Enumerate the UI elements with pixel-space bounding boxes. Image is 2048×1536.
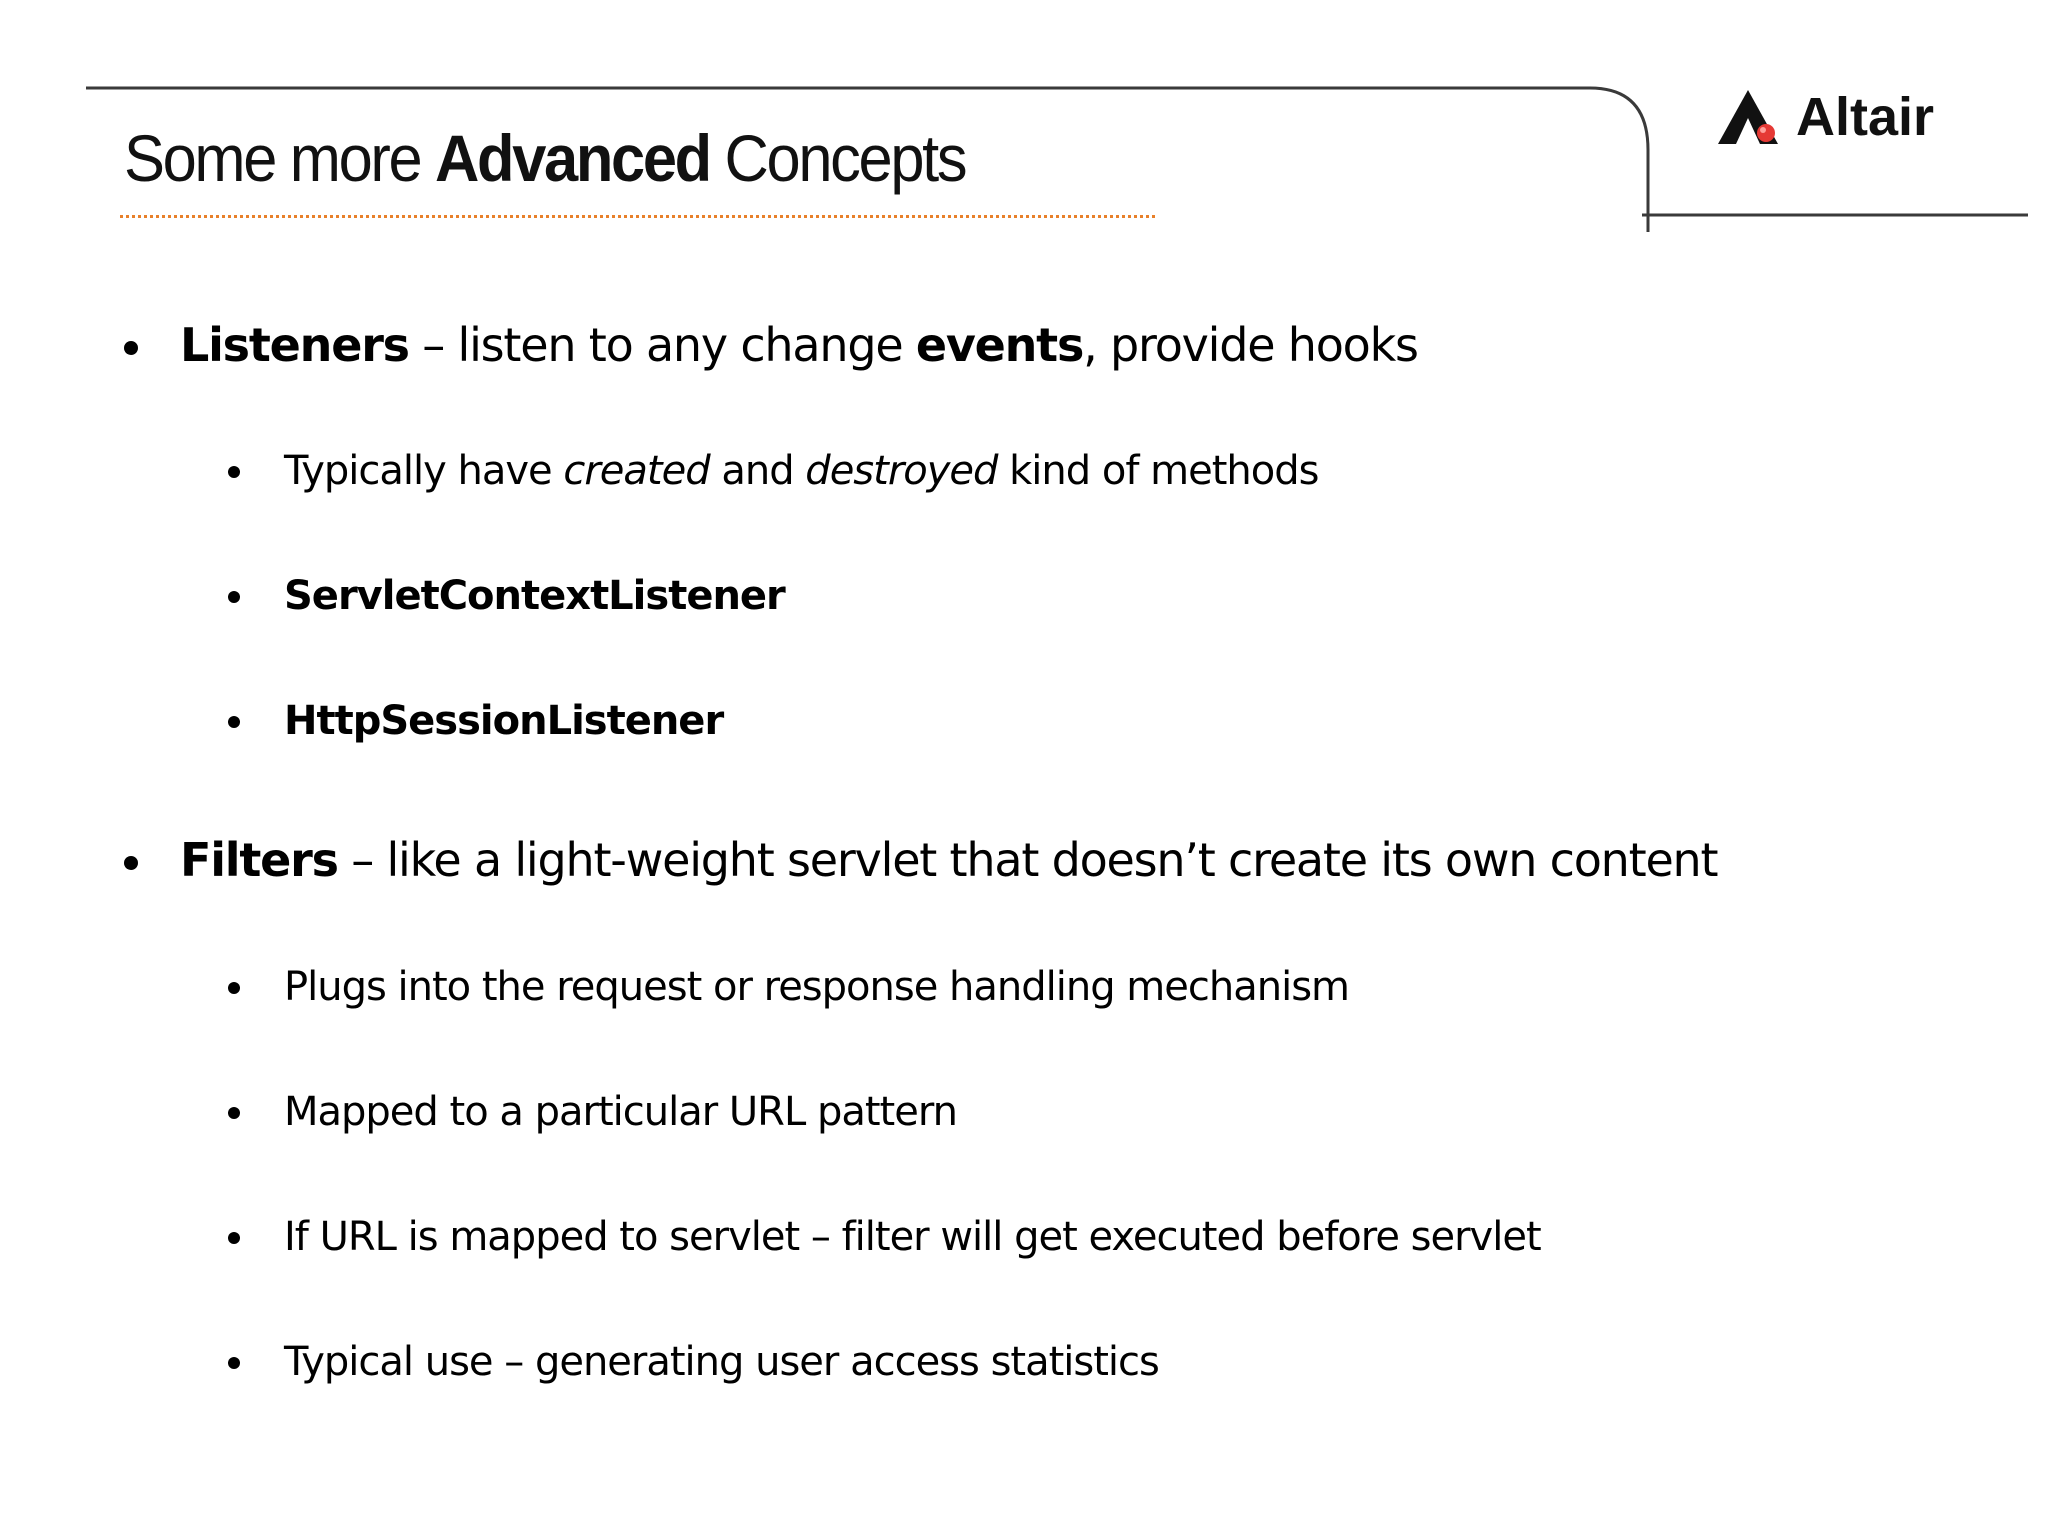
bullet-dot xyxy=(124,341,138,355)
sub-bullet-http-session-listener: HttpSessionListener xyxy=(284,698,724,744)
sub-bullet-typical-use: Typical use – generating user access statistics xyxy=(284,1339,1159,1385)
slide-title: Some more Advanced Concepts xyxy=(124,121,966,195)
bullet-dot xyxy=(228,716,240,728)
bullet-dot xyxy=(228,466,240,478)
sub-bullet-mapped-url: Mapped to a particular URL pattern xyxy=(284,1089,957,1135)
bullet-listeners: Listeners – listen to any change events, provide hooks xyxy=(180,318,1418,372)
bullet-dot xyxy=(228,591,240,603)
logo-text: Altair xyxy=(1796,87,1935,147)
sub-bullet-created-destroyed: Typically have created and destroyed kind of methods xyxy=(284,448,1319,494)
sub-bullet-servlet-context-listener: ServletContextListener xyxy=(284,573,785,619)
bullet-dot xyxy=(228,1357,240,1369)
sub-bullet-executed-before: If URL is mapped to servlet – filter will get executed before servlet xyxy=(284,1214,1541,1260)
bullet-dot xyxy=(228,1232,240,1244)
bullet-dot xyxy=(228,982,240,994)
sub-bullet-plugs-into: Plugs into the request or response handling mechanism xyxy=(284,964,1350,1010)
title-emphasis: Advanced xyxy=(435,121,710,195)
bullet-filters: Filters – like a light-weight servlet that doesn’t create its own content xyxy=(180,833,1718,887)
bullet-dot xyxy=(124,856,138,870)
bullet-dot xyxy=(228,1107,240,1119)
